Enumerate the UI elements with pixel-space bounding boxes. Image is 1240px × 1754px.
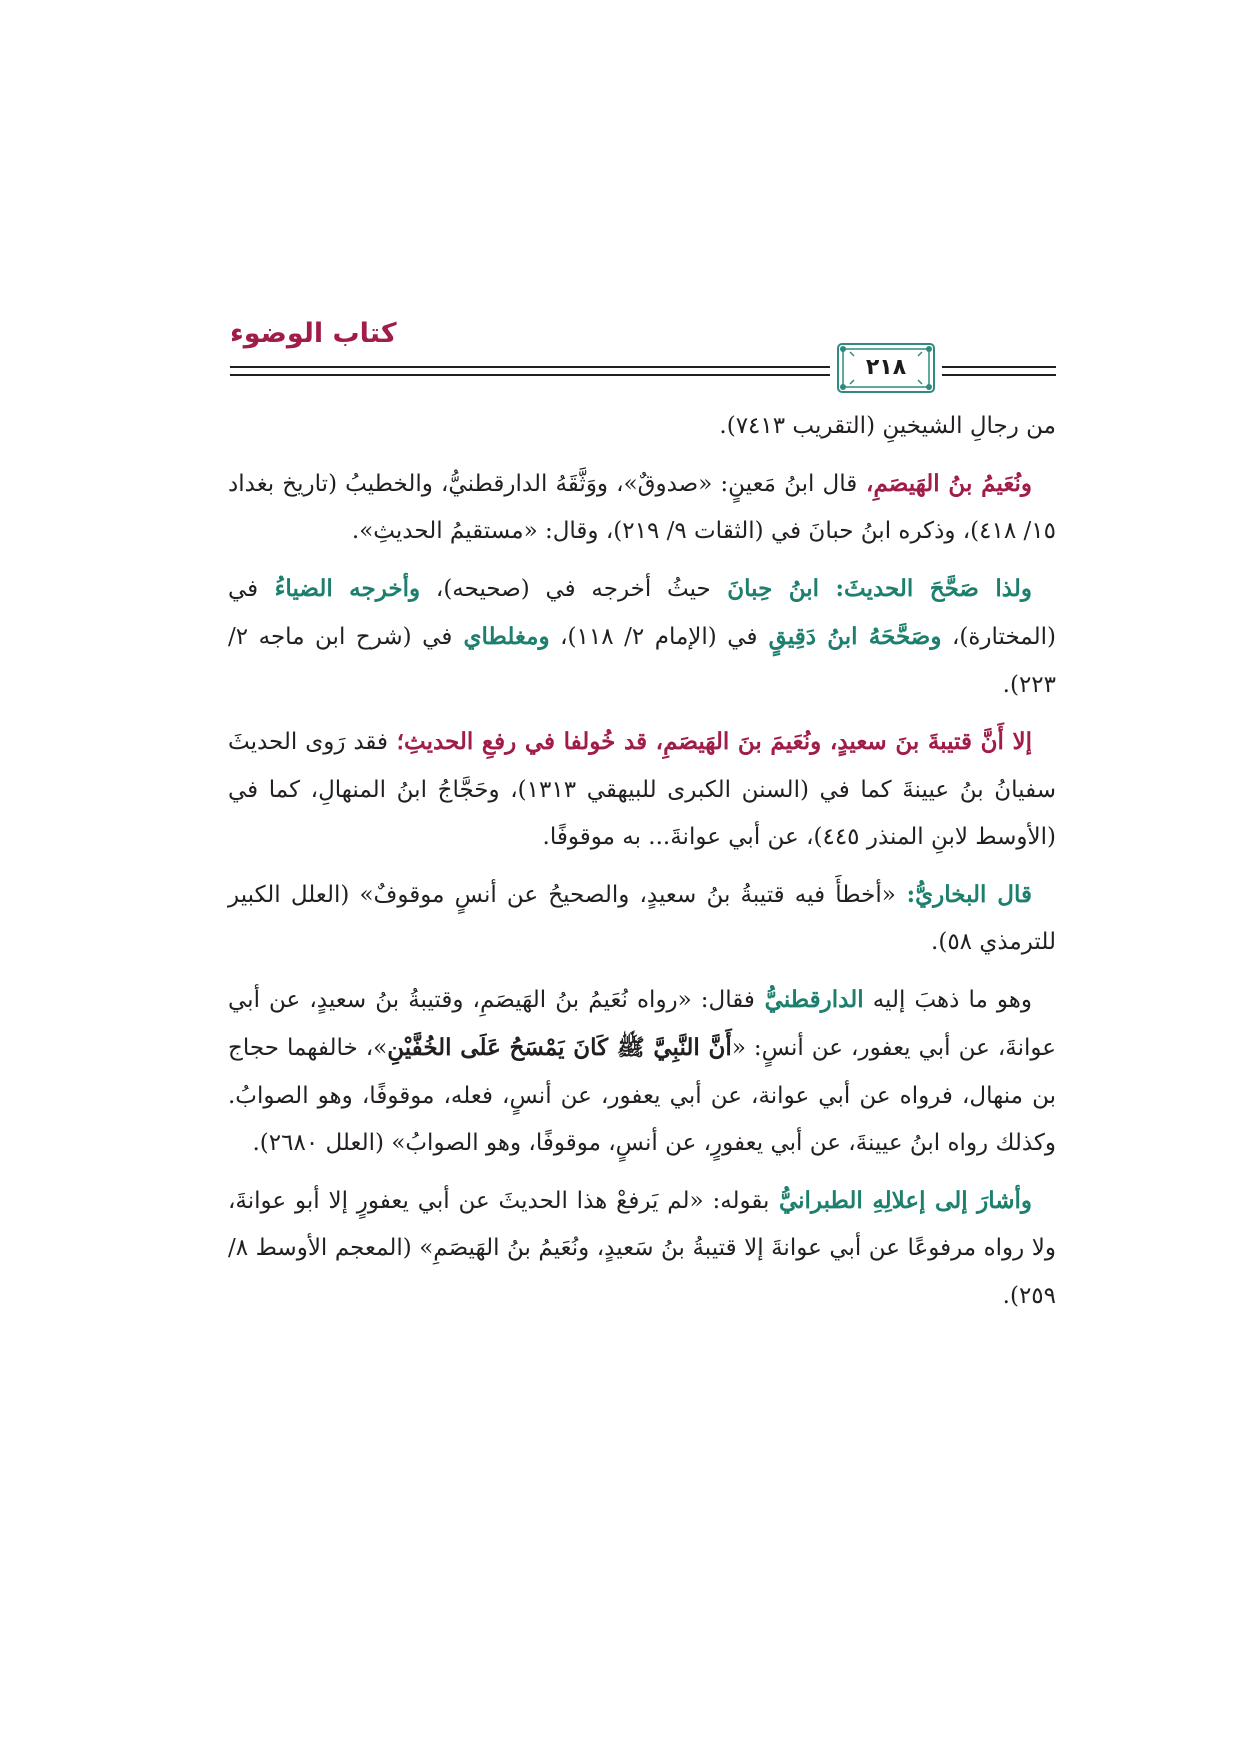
- text-paragraph: [228, 976, 1056, 1168]
- paragraph-text: »، خالفهما حجاج بن منهال، فرواه عن أبي عوانة، عن أبي يعفور، عن أنسٍ، فعله، موقوفًا، وهو الصوابُ. وكذلك رواه ابنُ عيينةَ، عن أبي يعفورٍ، عن أنسٍ، موقوفًا، وهو الصوابُ» (العلل ٢٦٨٠).: [228, 1035, 1056, 1156]
- paragraph-text: في (شرح ابن ماجه ٢/ ٢٢٣).: [228, 624, 1056, 698]
- highlighted-term: إلا أَنَّ قتيبةَ بنَ سعيدٍ، ونُعَيمَ بنَ الهَيصَمِ، قد خُولفا في رفعِ الحديثِ؛: [388, 728, 1033, 755]
- header-rule: [942, 366, 1056, 368]
- highlighted-term: ومغلطاي: [452, 623, 550, 650]
- text-paragraph: [228, 565, 1056, 710]
- highlighted-term: وأخرجه الضياءُ: [258, 574, 421, 602]
- paragraph-text: من رجالِ الشيخينِ (التقريب ٧٤١٣).: [719, 413, 1056, 439]
- text-paragraph: [228, 460, 1056, 556]
- highlighted-term: قال البخاريُّ:: [895, 880, 1032, 908]
- paragraph-text: في (الإمام ٢/ ١١٨)،: [549, 624, 758, 650]
- page-number-badge: [836, 342, 936, 394]
- paragraph-text: حيثُ أخرجه في (صحيحه)،: [420, 575, 711, 602]
- text-paragraph: [228, 871, 1056, 967]
- main-text: [228, 403, 1056, 1329]
- header-rule: [230, 374, 830, 376]
- header-rule: [942, 374, 1056, 376]
- page-number: ٢١٨: [865, 355, 907, 380]
- paragraph-text: في (المختارة)،: [228, 575, 1056, 650]
- highlighted-term: وصَحَّحَهُ ابنُ دَقِيقٍ: [757, 623, 942, 650]
- header-rule: [230, 366, 830, 368]
- highlighted-term: ولذا صَحَّحَ الحديثَ: ابنُ حِبانَ: [710, 574, 1032, 602]
- highlighted-term: ونُعَيمُ بنُ الهَيصَمِ،: [857, 469, 1032, 497]
- page-header: [230, 318, 1056, 398]
- text-paragraph: [228, 1177, 1056, 1321]
- highlighted-term: أَنَّ النَّبِيَّ ﷺ كَانَ يَمْسَحُ عَلَى الخُفَّيْنِ: [387, 1034, 732, 1061]
- paragraph-text: قال ابنُ مَعينٍ: «صدوقٌ»، ووَثَّقَهُ الدارقطنيُّ، والخطيبُ (تاريخ بغداد ١٥/ ٤١٨)، وذكره ابنُ حبانَ في (الثقات ٩/ ٢١٩)، وقال: «مستقيمُ الحديثِ».: [228, 470, 1056, 544]
- text-paragraph: [228, 718, 1056, 862]
- paragraph-text: وهو ما ذهبَ إليه: [863, 986, 1032, 1013]
- paragraph-text: فقد رَوى الحديثَ سفيانُ بنُ عيينةَ كما في (السنن الكبرى للبيهقي ١٣١٣)، وحَجَّاجُ ابنُ المنهالِ، كما في (الأوسط لابنِ المنذر ٤٤٥)، عن أبي عوانةَ... به موقوفًا.: [228, 729, 1057, 850]
- text-paragraph: [228, 403, 1056, 451]
- paragraph-text: «أخطأَ فيه قتيبةُ بنُ سعيدٍ، والصحيحُ عن أنسٍ موقوفٌ» (العلل الكبير للترمذي ٥٨).: [228, 881, 1056, 955]
- paragraph-text: فقال: «رواه نُعَيمُ بنُ الهَيصَمِ، وقتيبةُ بنُ سعيدٍ، عن أبي عوانةَ، عن أبي يعفور، عن أنسٍ: «: [228, 986, 1056, 1061]
- paragraph-text: بقوله: «لم يَرفعْ هذا الحديثَ عن أبي يعفورٍ إلا أبو عوانةَ، ولا رواه مرفوعًا عن أبي عوانةَ إلا قتيبةُ بنُ سَعيدٍ، ونُعَيمُ بنُ الهَيصَمِ» (المعجم الأوسط ٨/ ٢٥٩).: [228, 1187, 1056, 1309]
- highlighted-term: وأشارَ إلى إعلالِهِ الطبرانيُّ: [769, 1186, 1032, 1214]
- book-title: كتاب الوضوء: [230, 318, 397, 349]
- highlighted-term: الدارقطنيُّ: [754, 985, 864, 1013]
